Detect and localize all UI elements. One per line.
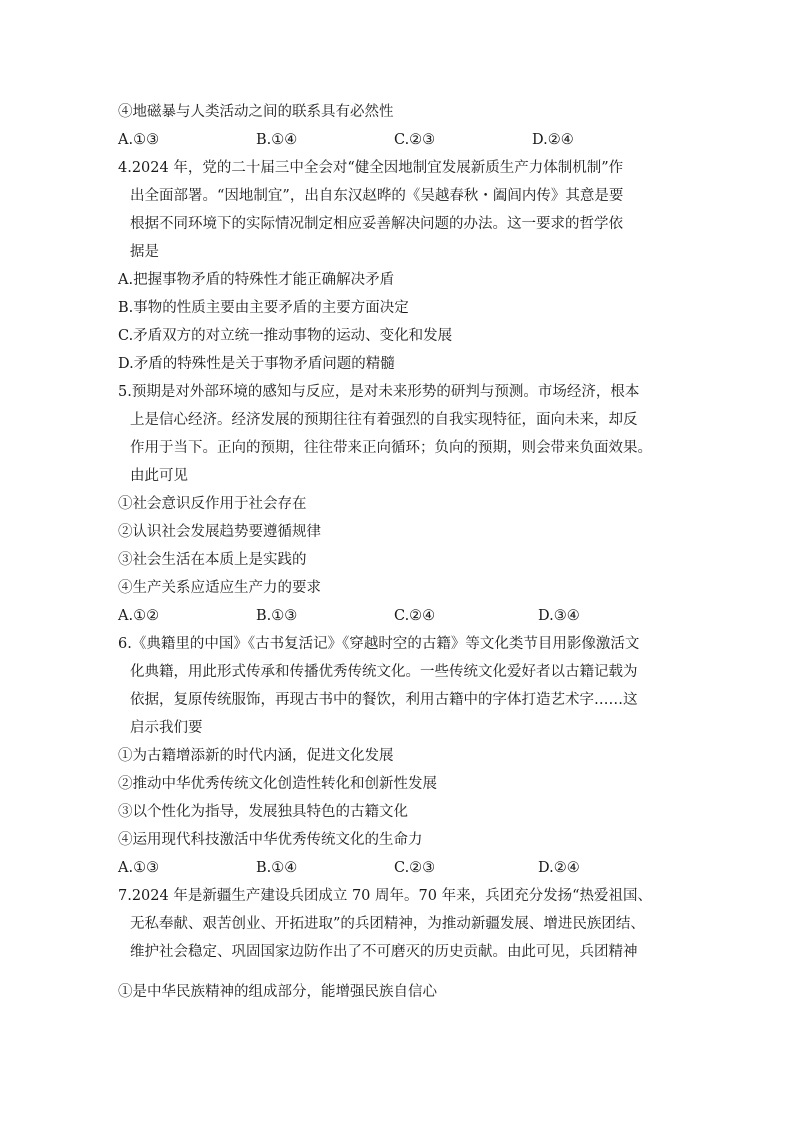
q5-option-d: D.③④ <box>538 608 580 624</box>
q4-option-c: C.矛盾双方的对立统一推动事物的运动、变化和发展 <box>118 328 453 344</box>
q6-option-d: D.②④ <box>538 860 580 876</box>
q3-option-b: B.①④ <box>256 132 298 148</box>
q7-stem-line-3: 维护社会稳定、巩固国家边防作出了不可磨灭的历史贡献。由此可见，兵团精神 <box>130 944 638 960</box>
q5-stem-line-4: 由此可见 <box>130 468 188 484</box>
q5-item-3: ③社会生活在本质上是实践的 <box>118 552 307 568</box>
q6-item-3: ③以个性化为指导，发展独具特色的古籍文化 <box>118 804 408 820</box>
q5-option-a: A.①② <box>118 608 160 624</box>
q5-option-c: C.②④ <box>394 608 436 624</box>
q3-option-a: A.①③ <box>118 132 160 148</box>
q7-item-1: ①是中华民族精神的组成部分，能增强民族自信心 <box>118 984 437 1000</box>
q4-stem-line-3: 根据不同环境下的实际情况制定相应妥善解决问题的办法。这一要求的哲学依 <box>130 216 623 232</box>
q6-option-b: B.①④ <box>256 860 298 876</box>
q6-options <box>118 859 638 877</box>
q4-stem-line-4: 据是 <box>130 244 159 260</box>
q6-option-a: A.①③ <box>118 860 160 876</box>
q7-stem-line-1: 7.2024 年是新疆生产建设兵团成立 70 周年。70 年来，兵团充分发扬“热爱祖国、 <box>118 888 652 904</box>
q6-item-2: ②推动中华优秀传统文化创造性转化和创新性发展 <box>118 776 437 792</box>
q6-stem-line-1: 6.《典籍里的中国》《古书复活记》《穿越时空的古籍》等文化类节目用影像激活文 <box>118 636 640 652</box>
q7-stem-line-2: 无私奉献、艰苦创业、开拓进取”的兵团精神，为推动新疆发展、增进民族团结、 <box>130 916 645 932</box>
q4-stem-line-1: 4.2024 年，党的二十届三中全会对“健全因地制宜发展新质生产力体制机制”作 <box>118 160 624 176</box>
q4-option-a: A.把握事物矛盾的特殊性才能正确解决矛盾 <box>118 272 395 288</box>
q4-option-d: D.矛盾的特殊性是关于事物矛盾问题的精髓 <box>118 356 395 372</box>
q3-item-4: ④地磁暴与人类活动之间的联系具有必然性 <box>118 104 394 120</box>
q4-option-b: B.事物的性质主要由主要矛盾的主要方面决定 <box>118 300 409 316</box>
q6-item-4: ④运用现代科技激活中华优秀传统文化的生命力 <box>118 832 423 848</box>
q3-options <box>118 131 638 149</box>
q5-stem-line-2: 上是信心经济。经济发展的预期往往有着强烈的自我实现特征，面向未来，却反 <box>130 412 638 428</box>
q5-stem-line-3: 作用于当下。正向的预期，往往带来正向循环；负向的预期，则会带来负面效果。 <box>130 440 652 456</box>
q4-stem-line-2: 出全面部署。“因地制宜”，出自东汉赵晔的《吴越春秋・阖闾内传》其意是要 <box>130 188 624 204</box>
q5-option-b: B.①③ <box>256 608 298 624</box>
q3-option-c: C.②③ <box>394 132 436 148</box>
q3-option-d: D.②④ <box>532 132 574 148</box>
q5-item-4: ④生产关系应适应生产力的要求 <box>118 580 321 596</box>
q5-options <box>118 607 638 625</box>
q6-option-c: C.②③ <box>394 860 436 876</box>
q5-item-2: ②认识社会发展趋势要遵循规律 <box>118 524 321 540</box>
q6-item-1: ①为古籍增添新的时代内涵，促进文化发展 <box>118 748 394 764</box>
q6-stem-line-3: 依据，复原传统服饰，再现古书中的餐饮，利用古籍中的字体打造艺术字……这 <box>130 692 638 708</box>
q5-stem-line-1: 5.预期是对外部环境的感知与反应，是对未来形势的研判与预测。市场经济，根本 <box>118 384 640 400</box>
q6-stem-line-4: 启示我们要 <box>130 720 203 736</box>
q5-item-1: ①社会意识反作用于社会存在 <box>118 496 307 512</box>
q6-stem-line-2: 化典籍，用此形式传承和传播优秀传统文化。一些传统文化爱好者以古籍记载为 <box>130 664 638 680</box>
